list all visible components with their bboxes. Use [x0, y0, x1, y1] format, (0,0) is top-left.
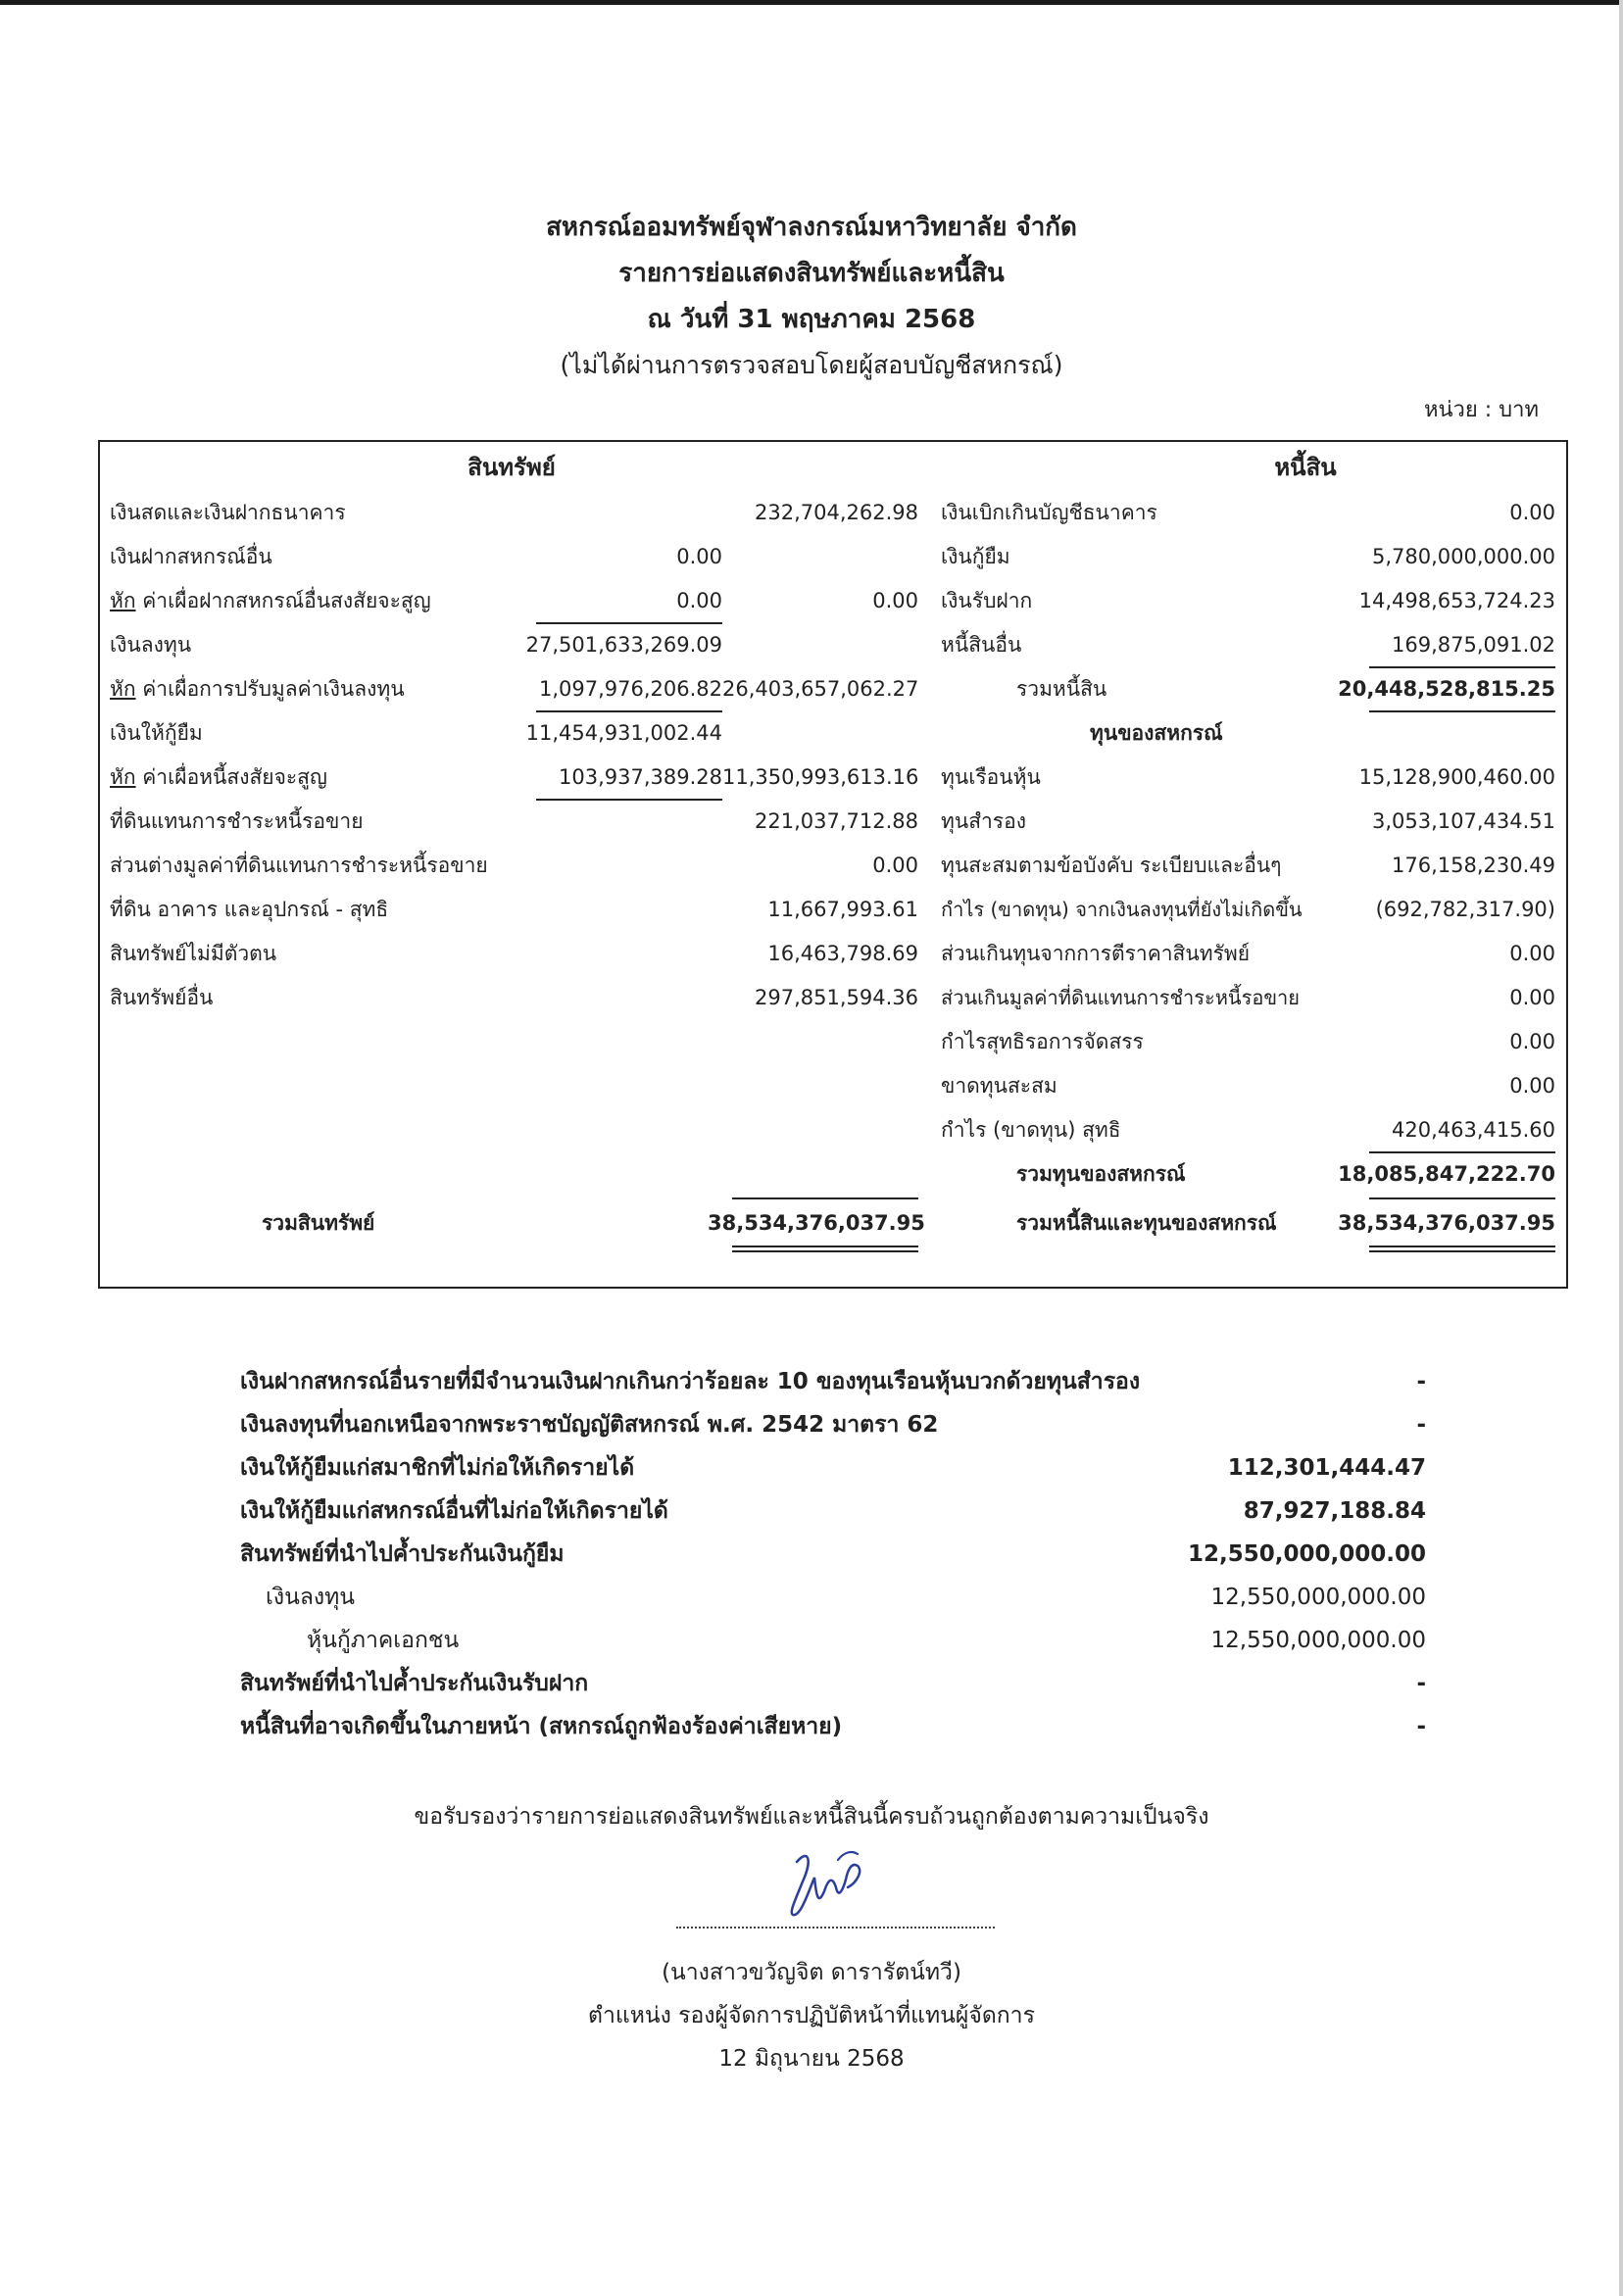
footnote-value: 112,301,444.47 — [1227, 1455, 1426, 1481]
grand-total-label: รวมหนี้สินและทุนของสหกรณ์ — [1016, 1211, 1277, 1235]
accumulated-fund-label: ทุนสะสมตามข้อบังคับ ระเบียบและอื่นๆ — [941, 854, 1282, 877]
signature-date: 12 มิถุนายน 2568 — [718, 2046, 905, 2072]
subtotal-rule — [1369, 1151, 1555, 1153]
unit-label: หน่วย : บาท — [1423, 398, 1539, 422]
loan-allowance: 103,937,389.28 — [559, 765, 722, 789]
intangible-label: สินทรัพย์ไม่มีตัวตน — [110, 942, 277, 965]
share-capital-label: ทุนเรือนหุ้น — [941, 765, 1041, 789]
total-equity-label: รวมทุนของสหกรณ์ — [1016, 1162, 1186, 1186]
investment-allowance-row — [110, 669, 541, 708]
less-label: หัก — [110, 677, 136, 701]
land-debt-label: ที่ดินแทนการชำระหนี้รอขาย — [110, 809, 364, 833]
overdraft: 0.00 — [1509, 501, 1555, 524]
grand-total: 38,534,376,037.95 — [1338, 1211, 1555, 1235]
land-diff-label: ส่วนต่างมูลค่าที่ดินแทนการชำระหนี้รอขาย — [110, 854, 488, 877]
investment-allowance: 1,097,976,206.82 — [538, 677, 722, 701]
borrowings-label: เงินกู้ยืม — [941, 545, 1010, 568]
land-debt: 221,037,712.88 — [755, 809, 918, 833]
other-assets: 297,851,594.36 — [755, 986, 918, 1009]
signer-name: (นางสาวขวัญจิต ดารารัตน์ทวี) — [662, 1960, 961, 1985]
revaluation-surplus: 0.00 — [1509, 942, 1555, 965]
footnote-row — [240, 1446, 1426, 1490]
less-label: หัก — [110, 589, 136, 612]
land-surplus-label: ส่วนเกินมูลค่าที่ดินแทนการชำระหนี้รอขาย — [941, 986, 1300, 1009]
balance-sheet — [98, 440, 1568, 1289]
total-liabilities: 20,448,528,815.25 — [1338, 677, 1555, 701]
total-rule — [1369, 1197, 1555, 1199]
audit-note: (ไม่ได้ผ่านการตรวจสอบโดยผู้สอบบัญชีสหกรณ์) — [560, 351, 1063, 379]
coop-deposit-allowance: 0.00 — [676, 589, 722, 612]
investment-allowance-label: ค่าเผื่อการปรับมูลค่าเงินลงทุน — [142, 677, 405, 701]
footnote-label: เงินฝากสหกรณ์อื่นรายที่มีจำนวนเงินฝากเกินกว่าร้อยละ 10 ของทุนเรือนหุ้นบวกด้วยทุนสำรอง — [240, 1369, 1141, 1394]
cash-total: 232,704,262.98 — [755, 501, 918, 524]
footnote-row — [240, 1619, 1426, 1662]
loan-allowance-label: ค่าเผื่อหนี้สงสัยจะสูญ — [142, 765, 327, 789]
assets-heading: สินทรัพย์ — [467, 454, 556, 481]
cash-label: เงินสดและเงินฝากธนาคาร — [110, 501, 346, 524]
certification-statement: ขอรับรองว่ารายการย่อแสดงสินทรัพย์และหนี้สินนี้ครบถ้วนถูกต้องตามความเป็นจริง — [414, 1804, 1209, 1830]
total-equity: 18,085,847,222.70 — [1338, 1162, 1555, 1186]
double-rule — [1369, 1246, 1555, 1252]
subtotal-rule — [536, 799, 722, 801]
footnote-value: - — [1416, 1412, 1426, 1438]
total-liabilities-label: รวมหนี้สิน — [1016, 677, 1107, 701]
net-profit: 420,463,415.60 — [1392, 1118, 1555, 1142]
footnote-value: - — [1416, 1369, 1426, 1394]
scan-edge — [0, 0, 1623, 5]
unrealized-gain: (692,782,317.90) — [1375, 898, 1555, 921]
footnote-row — [240, 1360, 1426, 1403]
org-name: สหกรณ์ออมทรัพย์จุฬาลงกรณ์มหาวิทยาลัย จำกัด — [546, 213, 1077, 242]
total-rule — [732, 1197, 918, 1199]
coop-deposit-allowance-label: ค่าเผื่อฝากสหกรณ์อื่นสงสัยจะสูญ — [142, 589, 431, 612]
borrowings: 5,780,000,000.00 — [1371, 545, 1555, 568]
footnote-row — [240, 1490, 1426, 1533]
footnote-row — [240, 1705, 1426, 1748]
ppe-label: ที่ดิน อาคาร และอุปกรณ์ - สุทธิ — [110, 898, 389, 921]
other-liabilities: 169,875,091.02 — [1392, 633, 1555, 657]
coop-deposit-allowance-row — [110, 581, 541, 620]
coop-deposit-gross: 0.00 — [676, 545, 722, 568]
share-capital: 15,128,900,460.00 — [1358, 765, 1555, 789]
investment-label: เงินลงทุน — [110, 633, 192, 657]
subtotal-rule — [1369, 666, 1555, 668]
revaluation-surplus-label: ส่วนเกินทุนจากการตีราคาสินทรัพย์ — [941, 942, 1250, 965]
footnote-row — [240, 1576, 1426, 1619]
footnote-label: เงินลงทุนที่นอกเหนือจากพระราชบัญญัติสหกรณ์ พ.ศ. 2542 มาตรา 62 — [240, 1412, 939, 1438]
ppe: 11,667,993.61 — [767, 898, 918, 921]
accumulated-fund: 176,158,230.49 — [1392, 854, 1555, 877]
total-assets: 38,534,376,037.95 — [708, 1211, 925, 1235]
subtotal-rule — [1369, 710, 1555, 712]
land-surplus: 0.00 — [1509, 986, 1555, 1009]
loan-allowance-row — [110, 757, 541, 797]
signer-title: ตำแหน่ง รองผู้จัดการปฏิบัติหน้าที่แทนผู้จัดการ — [588, 2003, 1035, 2028]
reserve-label: ทุนสำรอง — [941, 809, 1026, 833]
other-assets-label: สินทรัพย์อื่น — [110, 986, 214, 1009]
footnote-label: เงินลงทุน — [266, 1585, 356, 1610]
footnote-label: เงินให้กู้ยืมแก่สหกรณ์อื่นที่ไม่ก่อให้เกิดรายได้ — [240, 1498, 668, 1524]
footnote-value: - — [1416, 1671, 1426, 1696]
liabilities-heading: หนี้สิน — [1274, 454, 1337, 481]
loan-gross: 11,454,931,002.44 — [525, 721, 722, 745]
total-assets-label: รวมสินทรัพย์ — [262, 1211, 375, 1235]
reserve: 3,053,107,434.51 — [1371, 809, 1555, 833]
unallocated-profit: 0.00 — [1509, 1030, 1555, 1053]
overdraft-label: เงินเบิกเกินบัญชีธนาคาร — [941, 501, 1157, 524]
net-profit-label: กำไร (ขาดทุน) สุทธิ — [941, 1118, 1121, 1142]
footnote-value: 12,550,000,000.00 — [1188, 1541, 1426, 1567]
accumulated-deficit-label: ขาดทุนสะสม — [941, 1074, 1057, 1098]
investment-net: 26,403,657,062.27 — [722, 677, 919, 701]
footnote-value: 12,550,000,000.00 — [1210, 1585, 1426, 1610]
report-date: ณ วันที่ 31 พฤษภาคม 2568 — [647, 305, 976, 334]
investment-gross: 27,501,633,269.09 — [525, 633, 722, 657]
less-label: หัก — [110, 765, 136, 789]
footnote-value: 12,550,000,000.00 — [1210, 1628, 1426, 1653]
loan-label: เงินให้กู้ยืม — [110, 721, 203, 745]
double-rule — [732, 1246, 918, 1252]
subtotal-rule — [536, 710, 722, 712]
signature-line — [676, 1927, 995, 1929]
intangible: 16,463,798.69 — [767, 942, 918, 965]
footnote-value: - — [1416, 1714, 1426, 1739]
coop-deposit-net: 0.00 — [872, 589, 918, 612]
footnote-label: หุ้นกู้ภาคเอกชน — [307, 1628, 460, 1653]
other-liabilities-label: หนี้สินอื่น — [941, 633, 1022, 657]
footnote-label: หนี้สินที่อาจเกิดขึ้นในภายหน้า (สหกรณ์ถูกฟ้องร้องค่าเสียหาย) — [240, 1714, 843, 1739]
unrealized-gain-label: กำไร (ขาดทุน) จากเงินลงทุนที่ยังไม่เกิดขึ้น — [941, 898, 1303, 921]
report-title: รายการย่อแสดงสินทรัพย์และหนี้สิน — [618, 259, 1005, 288]
footnote-label: เงินให้กู้ยืมแก่สมาชิกที่ไม่ก่อให้เกิดรายได้ — [240, 1455, 635, 1481]
signature-icon — [779, 1840, 877, 1925]
deposits-label: เงินรับฝาก — [941, 589, 1033, 612]
unallocated-profit-label: กำไรสุทธิรอการจัดสรร — [941, 1030, 1144, 1053]
footnote-value: 87,927,188.84 — [1243, 1498, 1426, 1524]
coop-deposit-label: เงินฝากสหกรณ์อื่น — [110, 545, 272, 568]
footnote-label: สินทรัพย์ที่นำไปค้ำประกันเงินกู้ยืม — [240, 1541, 565, 1567]
subtotal-rule — [536, 622, 722, 624]
footnote-row — [240, 1662, 1426, 1705]
deposits: 14,498,653,724.23 — [1358, 589, 1555, 612]
footnote-label: สินทรัพย์ที่นำไปค้ำประกันเงินรับฝาก — [240, 1671, 589, 1696]
footnote-row — [240, 1533, 1426, 1576]
loan-net: 11,350,993,613.16 — [722, 765, 919, 789]
equity-heading: ทุนของสหกรณ์ — [1090, 721, 1223, 745]
accumulated-deficit: 0.00 — [1509, 1074, 1555, 1098]
land-diff: 0.00 — [872, 854, 918, 877]
footnote-row — [240, 1403, 1426, 1446]
